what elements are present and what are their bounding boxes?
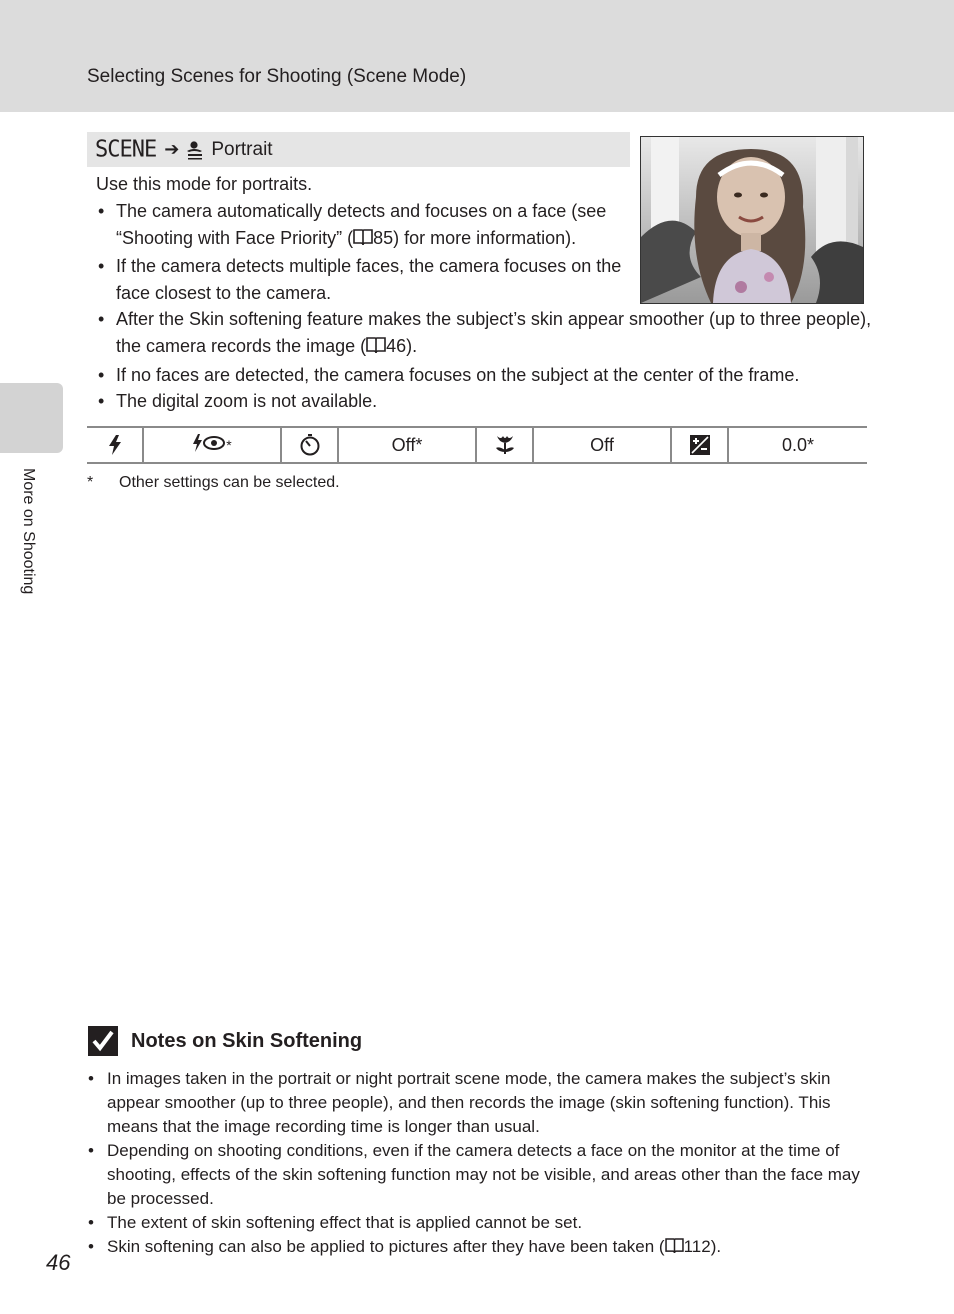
page-reference-icon xyxy=(665,1237,684,1261)
footnote-text: Other settings can be selected. xyxy=(119,474,340,491)
exposure-compensation-icon xyxy=(672,428,729,462)
footnote-mark: * xyxy=(87,474,94,491)
macro-value: Off xyxy=(534,428,672,462)
exposure-compensation-value: 0.0* xyxy=(781,434,815,455)
scene-label: SCENE xyxy=(95,136,157,163)
list-item: • The extent of skin softening effect that is applied cannot be set. xyxy=(87,1211,867,1235)
intro-text: Use this mode for portraits. xyxy=(96,174,313,194)
page-reference: 46 xyxy=(386,335,407,356)
list-item: • In images taken in the portrait or night portrait scene mode, the camera makes the subject’s skin appear smoother (up to three people), and then records the image (skin softening function). This means that the image recording time is longer than usual. xyxy=(87,1067,867,1139)
red-eye-flash-icon xyxy=(192,434,226,457)
list-item: • Depending on shooting conditions, even if the camera detects a face on the monitor at the time of shooting, effects of the skin softening function may not be visible, and areas other than the face may be processed. xyxy=(87,1139,867,1211)
notes-heading xyxy=(88,1026,362,1056)
page-reference-icon xyxy=(353,227,373,254)
chapter-tab-label: More on Shooting xyxy=(20,468,37,595)
macro-icon xyxy=(477,428,534,462)
portrait-icon xyxy=(185,140,205,160)
header-band xyxy=(0,0,954,112)
list-item: • Skin softening can also be applied to pictures after they have been taken ( 112). xyxy=(87,1235,867,1261)
default-settings-table xyxy=(87,426,867,464)
self-timer-icon xyxy=(282,428,339,462)
page-reference: 112 xyxy=(683,1237,711,1256)
footnote xyxy=(87,474,340,492)
feature-list xyxy=(96,198,876,415)
flash-icon xyxy=(87,428,144,462)
self-timer-value: Off* xyxy=(339,428,477,462)
notes-list xyxy=(87,1067,867,1261)
page-header-title: Selecting Scenes for Shooting (Scene Mode) xyxy=(87,66,467,87)
flash-mode-value: * xyxy=(144,428,282,462)
chapter-tab xyxy=(0,383,63,453)
list-item: • After the Skin softening feature makes the subject’s skin appear smoother (up to three people), the camera records the image ( 46). xyxy=(96,306,876,361)
list-item: • If no faces are detected, the camera focuses on the subject at the center of the frame. xyxy=(96,362,876,389)
page-number: 46 xyxy=(46,1250,71,1275)
list-item: • If the camera detects multiple faces, the camera focuses on the face closest to the camera. xyxy=(96,253,646,306)
arrow-icon: ➔ xyxy=(164,139,180,159)
section-heading xyxy=(87,132,630,167)
section-title: Portrait xyxy=(211,138,273,160)
page-reference-icon xyxy=(366,335,386,362)
list-item: • The camera automatically detects and focuses on a face (see “Shooting with Face Priority” ( 85) for more information). xyxy=(96,198,646,253)
list-item: • The digital zoom is not available. xyxy=(96,388,876,415)
notes-title: Notes on Skin Softening xyxy=(131,1029,363,1052)
checkmark-icon xyxy=(88,1026,118,1056)
page-reference: 85 xyxy=(373,227,394,248)
